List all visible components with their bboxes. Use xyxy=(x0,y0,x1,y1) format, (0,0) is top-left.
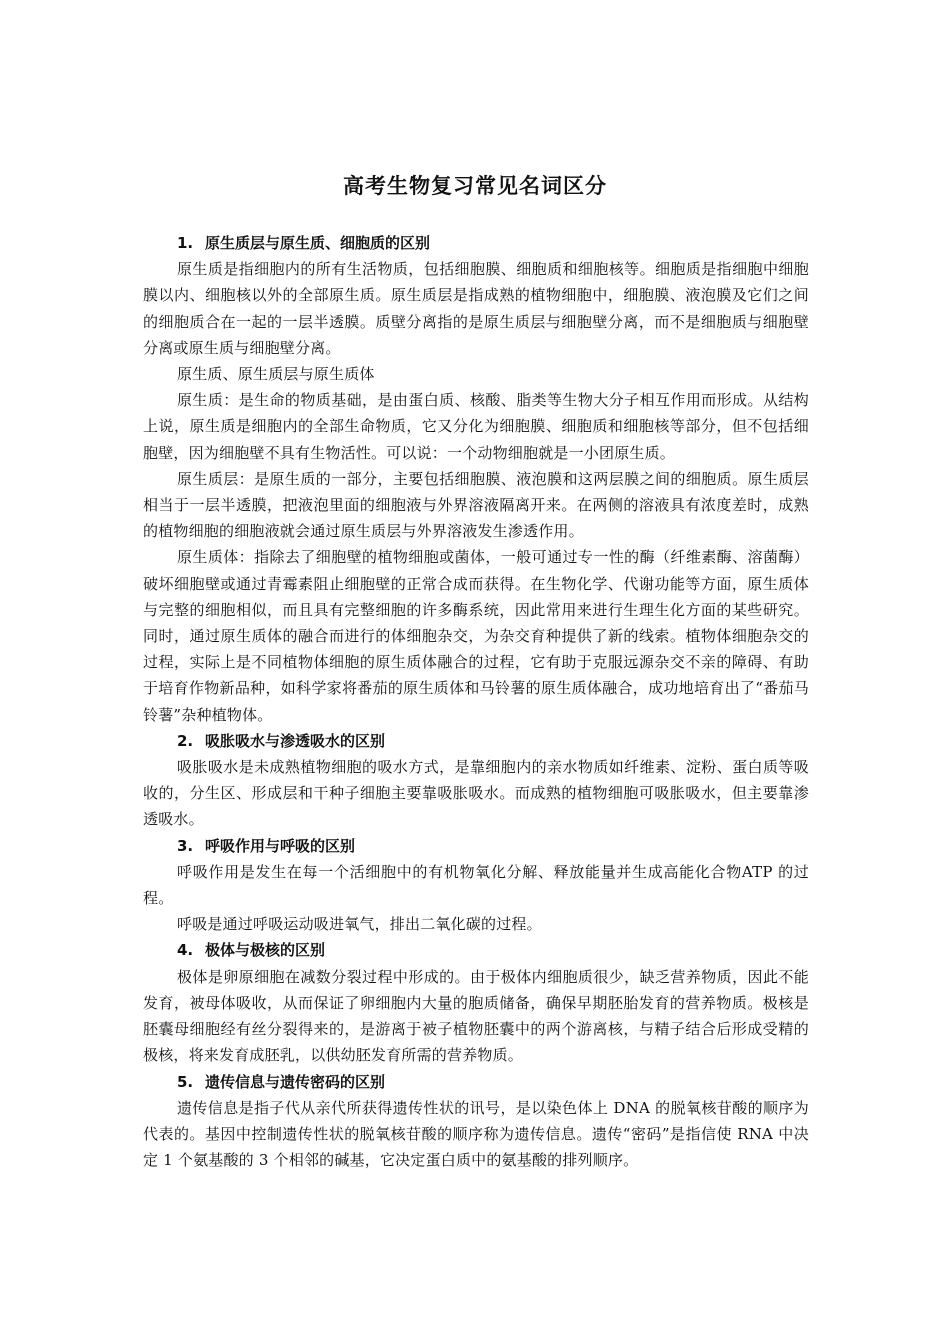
paragraph: 呼吸是通过呼吸运动吸进氧气，排出二氧化碳的过程。 xyxy=(177,915,542,934)
paragraph: 吸胀吸水是未成熟植物细胞的吸水方式，是靠细胞内的亲水物质如纤维素、淀粉、蛋白质等吸收的，分生区、形成层和干种子细胞主要靠吸胀吸水。而成熟的植物细胞可吸胀吸水，但主要靠渗透吸水。 xyxy=(143,758,809,829)
paragraph: 原生质、原生质层与原生质体 xyxy=(177,365,375,384)
paragraph: 原生质：是生命的物质基础，是由蛋白质、核酸、脂类等生物大分子相互作用而形成。从结构上说，原生质是细胞内的全部生命物质，它又分化为细胞膜、细胞质和细胞核等部分，但不包括细胞壁，因为细胞壁不具有生物活性。可以说：一个动物细胞就是一小团原生质。 xyxy=(143,391,809,462)
section-heading xyxy=(143,230,809,256)
section-heading xyxy=(143,937,809,963)
section-number: 4. xyxy=(177,941,194,960)
section-number: 2. xyxy=(177,731,194,750)
paragraph: 呼吸作用是发生在每一个活细胞中的有机物氧化分解、释放能量并生成高能化合物ATP 的过程。 xyxy=(143,862,809,908)
paragraph: 原生质是指细胞内的所有生活物质，包括细胞膜、细胞质和细胞核等。细胞质是指细胞中细胞膜以内、细胞核以外的全部原生质。原生质层是指成熟的植物细胞中，细胞膜、液泡膜及它们之间的细胞质合在一起的一层半透膜。质壁分离指的是原生质层与细胞壁分离，而不是细胞质与细胞壁分离或原生质与细胞壁分离。 xyxy=(143,260,809,357)
document-title: 高考生物复习常见名词区分 xyxy=(343,173,607,198)
section-heading xyxy=(143,833,809,859)
section-number: 1. xyxy=(177,234,194,252)
section-title: 原生质层与原生质、细胞质的区别 xyxy=(205,234,431,252)
document-body xyxy=(143,230,809,1173)
section-number: 3. xyxy=(177,836,194,855)
section-heading xyxy=(143,1069,809,1095)
section-title: 极体与极核的区别 xyxy=(205,941,326,960)
paragraph: 极体是卵原细胞在减数分裂过程中形成的。由于极体内细胞质很少，缺乏营养物质，因此不能发育，被母体吸收，从而保证了卵细胞内大量的胞质储备，确保早期胚胎发育的营养物质。极核是胚囊母细胞经有丝分裂得来的，是游离于被子植物胚囊中的两个游离核，与精子结合后形成受精的极核，将来发育成胚乳，以供幼胚发育所需的营养物质。 xyxy=(143,967,809,1065)
section-number: 5. xyxy=(177,1072,194,1091)
paragraph: 遗传信息是指子代从亲代所获得遗传性状的讯号，是以染色体上 DNA 的脱氧核苷酸的顺序为代表的。基因中控制遗传性状的脱氧核苷酸的顺序称为遗传信息。遗传“密码”是指信使 RNA 中决定 1 个氨基酸的 3 个相邻的碱基，它决定蛋白质中的氨基酸的排列顺序。 xyxy=(143,1098,809,1170)
section-title: 遗传信息与遗传密码的区别 xyxy=(205,1072,386,1091)
paragraph: 原生质层：是原生质的一部分，主要包括细胞膜、液泡膜和这两层膜之间的细胞质。原生质层相当于一层半透膜，把液泡里面的细胞液与外界溶液隔离开来。在两侧的溶液具有浓度差时，成熟的植物细胞的细胞液就会通过原生质层与外界溶液发生渗透作用。 xyxy=(143,469,809,541)
section-title: 呼吸作用与呼吸的区别 xyxy=(205,836,356,855)
paragraph: 原生质体：指除去了细胞壁的植物细胞或菌体，一般可通过专一性的酶（纤维素酶、溶菌酶）破坏细胞壁或通过青霉素阻止细胞壁的正常合成而获得。在生物化学、代谢功能等方面，原生质体与完整的细胞相似，而且具有完整细胞的许多酶系统，因此常用来进行生理生化方面的某些研究。同时，通过原生质体的融合而进行的体细胞杂交，为杂交育种提供了新的线索。植物体细胞杂交的过程，实际上是不同植物体细胞的原生质体融合的过程，它有助于克服远源杂交不亲的障碍、有助于培育作物新品种，如科学家将番茄的原生质体和马铃薯的原生质体融合，成功地培育出了“番茄马铃薯”杂种植物体。 xyxy=(143,548,809,724)
section-title: 吸胀吸水与渗透吸水的区别 xyxy=(205,731,386,750)
section-heading xyxy=(143,728,809,754)
